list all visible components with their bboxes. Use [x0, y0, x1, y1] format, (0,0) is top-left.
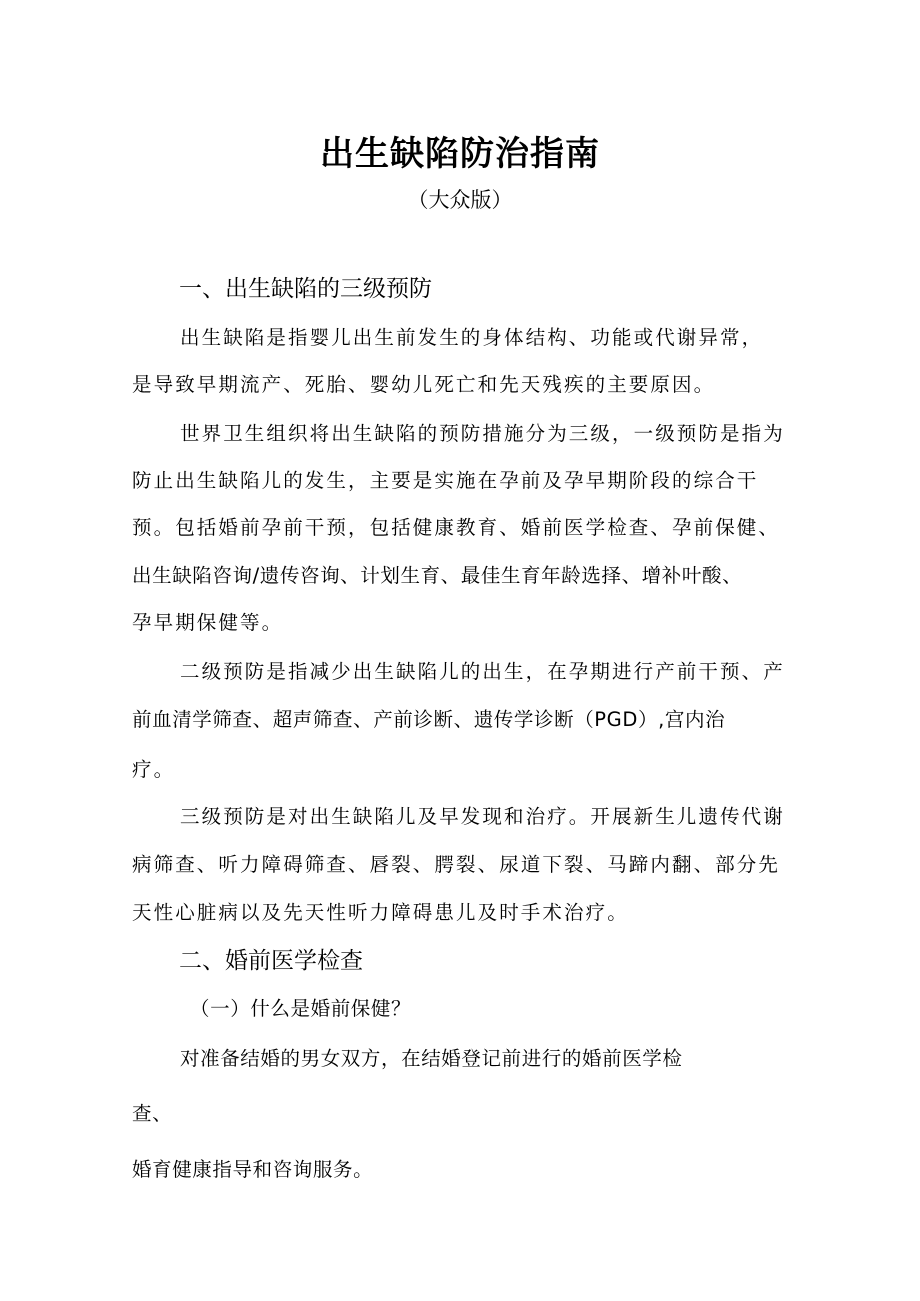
section-heading-1: 一、出生缺陷的三级预防	[179, 276, 432, 302]
paragraph-line: 婚育健康指导和咨询服务。	[132, 1158, 374, 1181]
subsection-heading: （一）什么是婚前保健？	[190, 997, 412, 1020]
paragraph-line: 病筛查、听力障碍筛查、唇裂、腭裂、尿道下裂、马蹄内翻、部分先	[132, 853, 781, 876]
paragraph-line: 孕早期保健等。	[132, 611, 284, 634]
paragraph-line: 疗。	[132, 758, 176, 781]
paragraph-line: 查、	[132, 1102, 173, 1125]
document-title: 出生缺陷防治指南	[320, 134, 600, 174]
section-heading-2: 二、婚前医学检查	[179, 948, 363, 974]
paragraph-line: 前血清学筛查、超声筛查、产前诊断、遗传学诊断（PGD）,宫内治	[132, 708, 726, 731]
document-subtitle: （大众版）	[407, 188, 513, 212]
paragraph-line: 对准备结婚的男女双方，在结婚登记前进行的婚前医学检	[180, 1047, 683, 1070]
paragraph-line: 是导致早期流产、死胎、婴幼儿死亡和先天残疾的主要原因。	[132, 373, 716, 396]
paragraph-line: 出生缺陷咨询/遗传咨询、计划生育、最佳生育年龄选择、增补叶酸、	[132, 564, 743, 587]
paragraph-line: 三级预防是对出生缺陷儿及早发现和治疗。开展新生儿遗传代谢	[180, 805, 785, 828]
paragraph-line: 世界卫生组织将出生缺陷的预防措施分为三级，一级预防是指为	[180, 422, 785, 445]
paragraph-line: 二级预防是指减少出生缺陷儿的出生，在孕期进行产前干预、产	[180, 660, 785, 683]
paragraph-line: 预。包括婚前孕前干预，包括健康教育、婚前医学检查、孕前保健、	[132, 516, 781, 539]
paragraph-line: 天性心脏病以及先天性听力障碍患儿及时手术治疗。	[132, 901, 629, 924]
paragraph-line: 防止出生缺陷儿的发生，主要是实施在孕前及孕早期阶段的综合干	[132, 469, 759, 492]
paragraph-line: 出生缺陷是指婴儿出生前发生的身体结构、功能或代谢异常，	[180, 326, 764, 349]
